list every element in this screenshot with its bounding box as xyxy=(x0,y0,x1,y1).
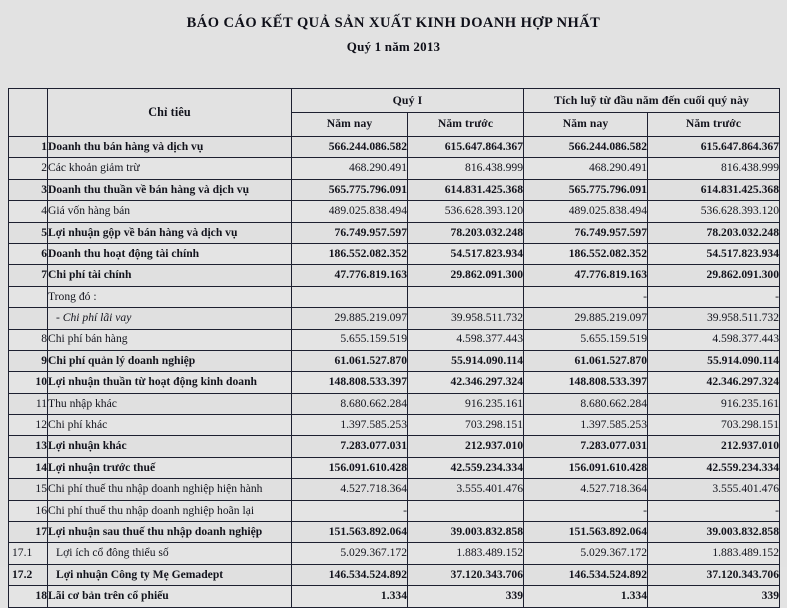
column-header-accumulated-previous-year: Năm trước xyxy=(648,113,780,137)
cell-quarter-previous: 29.862.091.300 xyxy=(408,265,524,286)
row-label: Doanh thu bán hàng và dịch vụ xyxy=(48,137,292,158)
page-subtitle: Quý 1 năm 2013 xyxy=(346,39,441,55)
cell-accumulated-previous: 78.203.032.248 xyxy=(648,222,780,243)
cell-quarter-previous: 614.831.425.368 xyxy=(408,179,524,200)
column-header-group-accumulated: Tích luỹ từ đầu năm đến cuối quý này xyxy=(524,89,780,113)
cell-accumulated-previous: 916.235.161 xyxy=(648,393,780,414)
cell-quarter-current: 4.527.718.364 xyxy=(292,479,408,500)
table-row xyxy=(9,457,780,478)
row-label: Chi phí khác xyxy=(48,415,292,436)
cell-quarter-previous: 39.958.511.732 xyxy=(408,308,524,329)
cell-accumulated-current: 5.029.367.172 xyxy=(524,543,648,564)
cell-quarter-previous: 1.883.489.152 xyxy=(408,543,524,564)
cell-accumulated-current: 566.244.086.582 xyxy=(524,137,648,158)
row-index: 16 xyxy=(9,500,48,521)
cell-quarter-previous: 42.559.234.334 xyxy=(408,457,524,478)
row-index: 6 xyxy=(9,243,48,264)
column-header-index xyxy=(9,89,48,137)
column-header-quarter-previous-year: Năm trước xyxy=(408,113,524,137)
table-row xyxy=(9,158,780,179)
cell-quarter-previous: 212.937.010 xyxy=(408,436,524,457)
table-row xyxy=(9,265,780,286)
table-row xyxy=(9,543,780,564)
row-index: 17.2 xyxy=(9,564,48,585)
cell-accumulated-current: 148.808.533.397 xyxy=(524,372,648,393)
cell-quarter-current: - xyxy=(292,500,408,521)
cell-accumulated-current: 565.775.796.091 xyxy=(524,179,648,200)
cell-quarter-previous: 55.914.090.114 xyxy=(408,350,524,371)
table-row xyxy=(9,372,780,393)
cell-accumulated-current: 489.025.838.494 xyxy=(524,201,648,222)
row-index: 2 xyxy=(9,158,48,179)
table-row xyxy=(9,201,780,222)
cell-accumulated-previous: 55.914.090.114 xyxy=(648,350,780,371)
row-index: 3 xyxy=(9,179,48,200)
cell-accumulated-previous: - xyxy=(648,286,780,307)
income-statement-table-wrapper xyxy=(8,88,779,608)
cell-accumulated-current: 47.776.819.163 xyxy=(524,265,648,286)
table-header-row-groups xyxy=(9,89,780,113)
cell-quarter-current: 186.552.082.352 xyxy=(292,243,408,264)
table-row xyxy=(9,286,780,307)
cell-quarter-current xyxy=(292,286,408,307)
cell-accumulated-previous: 29.862.091.300 xyxy=(648,265,780,286)
title-block xyxy=(0,0,787,55)
cell-quarter-current: 8.680.662.284 xyxy=(292,393,408,414)
cell-accumulated-previous: 703.298.151 xyxy=(648,415,780,436)
column-header-group-quarter: Quý I xyxy=(292,89,524,113)
row-label: Lợi nhuận sau thuế thu nhập doanh nghiệp xyxy=(48,522,292,543)
table-row xyxy=(9,350,780,371)
cell-quarter-previous: 78.203.032.248 xyxy=(408,222,524,243)
cell-accumulated-current: 1.397.585.253 xyxy=(524,415,648,436)
cell-accumulated-previous: 39.958.511.732 xyxy=(648,308,780,329)
cell-accumulated-previous: 42.559.234.334 xyxy=(648,457,780,478)
cell-accumulated-previous: 54.517.823.934 xyxy=(648,243,780,264)
row-index: 4 xyxy=(9,201,48,222)
cell-quarter-current: 5.655.159.519 xyxy=(292,329,408,350)
cell-quarter-current: 468.290.491 xyxy=(292,158,408,179)
table-row xyxy=(9,564,780,585)
table-row xyxy=(9,479,780,500)
row-label: Giá vốn hàng bán xyxy=(48,201,292,222)
cell-accumulated-current: 8.680.662.284 xyxy=(524,393,648,414)
row-index: 8 xyxy=(9,329,48,350)
cell-quarter-previous: 3.555.401.476 xyxy=(408,479,524,500)
income-statement-table xyxy=(8,88,780,608)
table-row xyxy=(9,137,780,158)
table-row xyxy=(9,222,780,243)
cell-accumulated-previous: 615.647.864.367 xyxy=(648,137,780,158)
row-index: 5 xyxy=(9,222,48,243)
cell-quarter-current: 61.061.527.870 xyxy=(292,350,408,371)
cell-quarter-current: 489.025.838.494 xyxy=(292,201,408,222)
row-label: Chi phí quản lý doanh nghiệp xyxy=(48,350,292,371)
cell-quarter-previous: 536.628.393.120 xyxy=(408,201,524,222)
cell-accumulated-current: 186.552.082.352 xyxy=(524,243,648,264)
column-header-criteria: Chỉ tiêu xyxy=(48,89,292,137)
cell-quarter-previous xyxy=(408,500,524,521)
page-title: BÁO CÁO KẾT QUẢ SẢN XUẤT KINH DOANH HỢP NHẤT xyxy=(186,15,601,31)
table-header xyxy=(9,89,780,137)
cell-accumulated-previous: 42.346.297.324 xyxy=(648,372,780,393)
cell-quarter-current: 566.244.086.582 xyxy=(292,137,408,158)
cell-accumulated-current: 76.749.957.597 xyxy=(524,222,648,243)
table-row xyxy=(9,179,780,200)
cell-accumulated-previous: 536.628.393.120 xyxy=(648,201,780,222)
table-row xyxy=(9,329,780,350)
cell-accumulated-current: 5.655.159.519 xyxy=(524,329,648,350)
cell-accumulated-current: 29.885.219.097 xyxy=(524,308,648,329)
cell-accumulated-previous: - xyxy=(648,500,780,521)
cell-accumulated-previous: 614.831.425.368 xyxy=(648,179,780,200)
table-row xyxy=(9,415,780,436)
cell-quarter-previous: 4.598.377.443 xyxy=(408,329,524,350)
cell-accumulated-current: 4.527.718.364 xyxy=(524,479,648,500)
cell-quarter-previous: 615.647.864.367 xyxy=(408,137,524,158)
row-label: Lợi nhuận trước thuế xyxy=(48,457,292,478)
cell-accumulated-current: 146.534.524.892 xyxy=(524,564,648,585)
cell-quarter-previous: 39.003.832.858 xyxy=(408,522,524,543)
cell-accumulated-previous: 37.120.343.706 xyxy=(648,564,780,585)
cell-quarter-previous: 339 xyxy=(408,586,524,607)
row-label: Lợi nhuận Công ty Mẹ Gemadept xyxy=(48,564,292,585)
row-label: Chi phí bán hàng xyxy=(48,329,292,350)
row-label: Các khoản giảm trừ xyxy=(48,158,292,179)
row-label: Trong đó : xyxy=(48,286,292,307)
row-index: 12 xyxy=(9,415,48,436)
cell-quarter-current: 148.808.533.397 xyxy=(292,372,408,393)
table-body xyxy=(9,137,780,608)
cell-quarter-current: 1.334 xyxy=(292,586,408,607)
cell-accumulated-previous: 1.883.489.152 xyxy=(648,543,780,564)
row-index: 11 xyxy=(9,393,48,414)
row-label: Doanh thu thuần về bán hàng và dịch vụ xyxy=(48,179,292,200)
cell-quarter-current: 151.563.892.064 xyxy=(292,522,408,543)
cell-accumulated-current: 151.563.892.064 xyxy=(524,522,648,543)
row-index: 18 xyxy=(9,586,48,607)
cell-accumulated-current: 61.061.527.870 xyxy=(524,350,648,371)
row-label: - Chi phí lãi vay xyxy=(48,308,292,329)
cell-accumulated-previous: 339 xyxy=(648,586,780,607)
table-row xyxy=(9,308,780,329)
cell-quarter-current: 7.283.077.031 xyxy=(292,436,408,457)
table-row xyxy=(9,243,780,264)
cell-quarter-previous: 37.120.343.706 xyxy=(408,564,524,585)
cell-accumulated-current: 1.334 xyxy=(524,586,648,607)
row-label: Lợi nhuận thuần từ hoạt động kinh doanh xyxy=(48,372,292,393)
table-row xyxy=(9,436,780,457)
row-label: Lợi nhuận gộp về bán hàng và dịch vụ xyxy=(48,222,292,243)
cell-quarter-current: 47.776.819.163 xyxy=(292,265,408,286)
row-label: Chi phí thuế thu nhập doanh nghiệp hiện hành xyxy=(48,479,292,500)
cell-accumulated-current: 156.091.610.428 xyxy=(524,457,648,478)
cell-quarter-previous xyxy=(408,286,524,307)
row-index: 15 xyxy=(9,479,48,500)
row-label: Lãi cơ bản trên cổ phiếu xyxy=(48,586,292,607)
cell-quarter-current: 1.397.585.253 xyxy=(292,415,408,436)
column-header-accumulated-current-year: Năm nay xyxy=(524,113,648,137)
row-label: Lợi nhuận khác xyxy=(48,436,292,457)
cell-quarter-previous: 54.517.823.934 xyxy=(408,243,524,264)
cell-accumulated-current: 7.283.077.031 xyxy=(524,436,648,457)
row-label: Doanh thu hoạt động tài chính xyxy=(48,243,292,264)
cell-accumulated-current: - xyxy=(524,286,648,307)
cell-accumulated-current: 468.290.491 xyxy=(524,158,648,179)
row-index: 13 xyxy=(9,436,48,457)
row-index: 14 xyxy=(9,457,48,478)
table-row xyxy=(9,500,780,521)
table-row xyxy=(9,586,780,607)
row-index xyxy=(9,286,48,307)
cell-quarter-current: 565.775.796.091 xyxy=(292,179,408,200)
cell-quarter-current: 156.091.610.428 xyxy=(292,457,408,478)
cell-accumulated-previous: 212.937.010 xyxy=(648,436,780,457)
cell-quarter-previous: 916.235.161 xyxy=(408,393,524,414)
cell-quarter-current: 5.029.367.172 xyxy=(292,543,408,564)
cell-accumulated-previous: 39.003.832.858 xyxy=(648,522,780,543)
column-header-quarter-current-year: Năm nay xyxy=(292,113,408,137)
row-label: Chi phí tài chính xyxy=(48,265,292,286)
cell-accumulated-previous: 4.598.377.443 xyxy=(648,329,780,350)
cell-accumulated-previous: 3.555.401.476 xyxy=(648,479,780,500)
cell-quarter-previous: 816.438.999 xyxy=(408,158,524,179)
row-label: Thu nhập khác xyxy=(48,393,292,414)
cell-quarter-previous: 42.346.297.324 xyxy=(408,372,524,393)
row-index: 7 xyxy=(9,265,48,286)
cell-quarter-current: 146.534.524.892 xyxy=(292,564,408,585)
row-index: 1 xyxy=(9,137,48,158)
table-row xyxy=(9,522,780,543)
cell-quarter-current: 76.749.957.597 xyxy=(292,222,408,243)
row-index: 17 xyxy=(9,522,48,543)
cell-quarter-current: 29.885.219.097 xyxy=(292,308,408,329)
row-index: 17.1 xyxy=(9,543,48,564)
table-row xyxy=(9,393,780,414)
row-label: Chi phí thuế thu nhập doanh nghiệp hoãn lại xyxy=(48,500,292,521)
row-label: Lợi ích cổ đông thiểu số xyxy=(48,543,292,564)
row-index: 10 xyxy=(9,372,48,393)
row-index: 9 xyxy=(9,350,48,371)
cell-accumulated-previous: 816.438.999 xyxy=(648,158,780,179)
cell-quarter-previous: 703.298.151 xyxy=(408,415,524,436)
cell-accumulated-current: - xyxy=(524,500,648,521)
row-index xyxy=(9,308,48,329)
